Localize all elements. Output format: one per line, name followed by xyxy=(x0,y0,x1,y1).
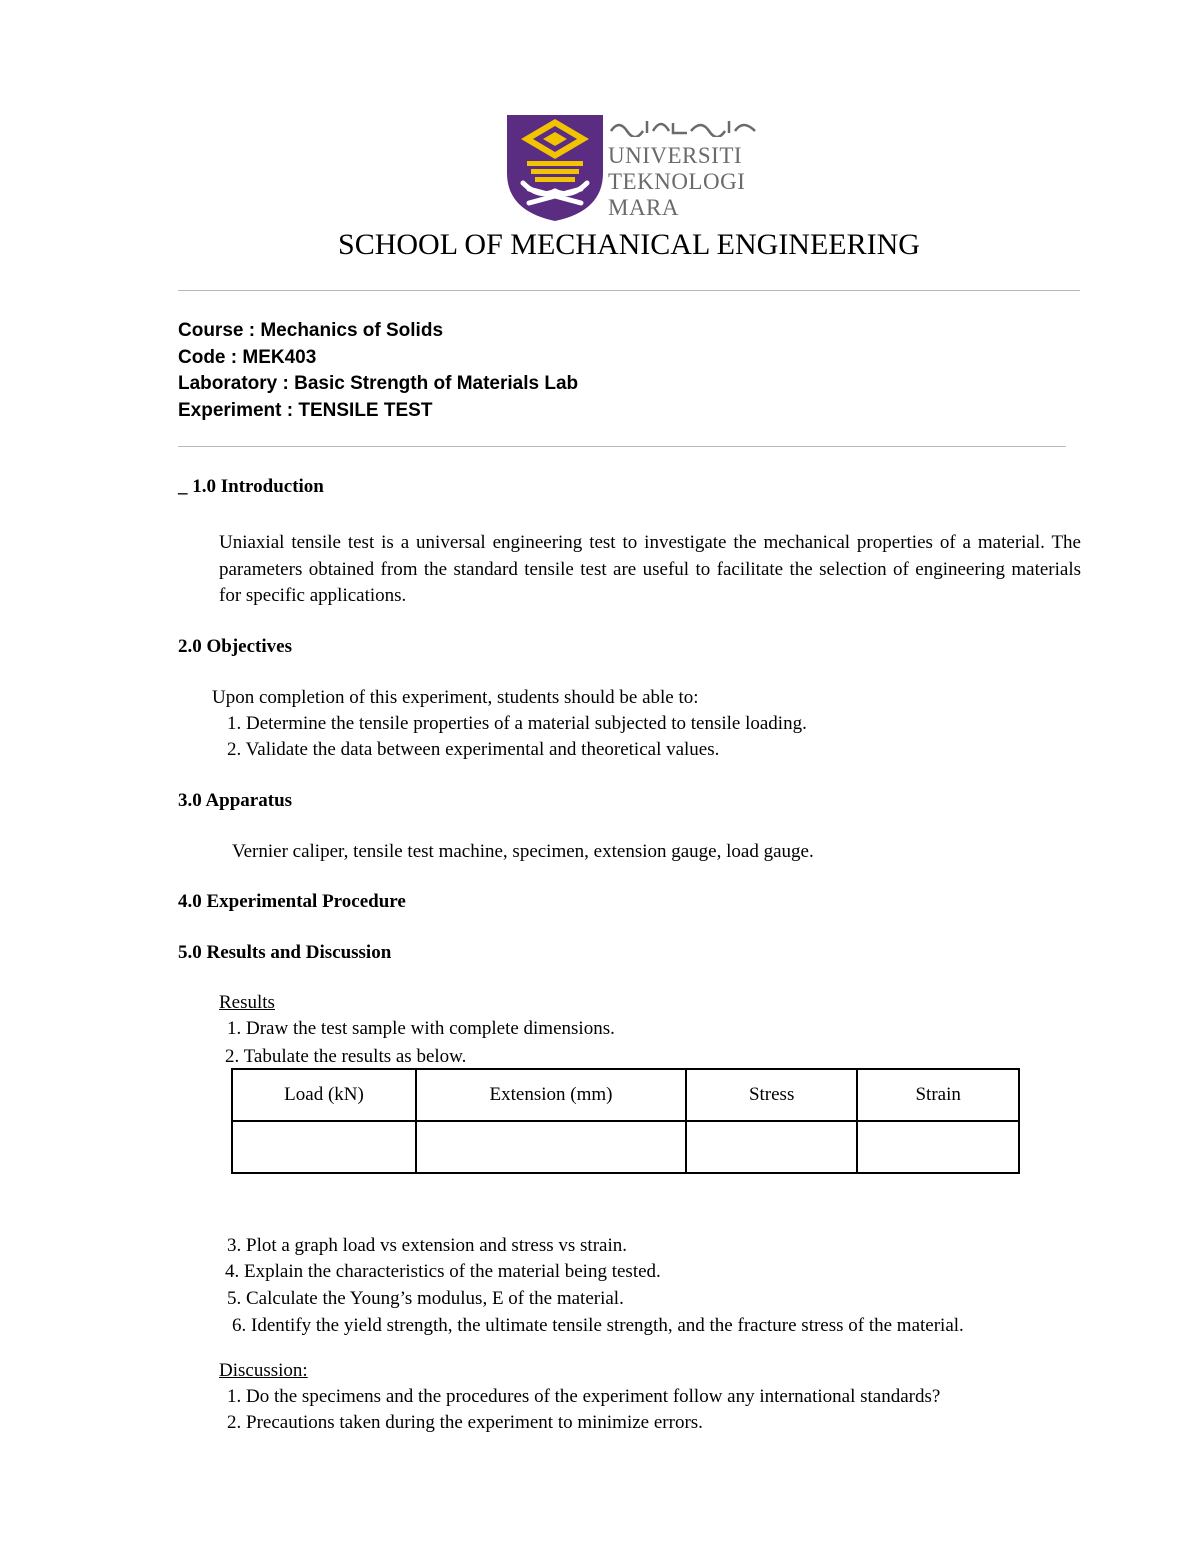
intro-paragraph: Uniaxial tensile test is a universal engineering test to investigate the mechanical properties of a material. The parameters obtained from the standard tensile test are useful to facilitate the selection of engineering materials for specific applications. xyxy=(219,532,1081,606)
experiment-row xyxy=(178,398,578,425)
university-name-line: MARA xyxy=(608,195,680,220)
apparatus-text: Vernier caliper, tensile test machine, specimen, extension gauge, load gauge. xyxy=(232,841,814,862)
list-item: 3. Plot a graph load vs extension and stress vs strain. xyxy=(227,1235,628,1256)
university-logo xyxy=(505,113,760,223)
experiment-label: Experiment : xyxy=(178,399,299,421)
jawi-script-logo xyxy=(609,115,757,137)
section-heading: _ 1.0 Introduction xyxy=(178,476,324,497)
code-value: MEK403 xyxy=(242,346,317,368)
divider xyxy=(178,290,1080,291)
course-row xyxy=(178,318,578,345)
course-value: Mechanics of Solids xyxy=(260,320,444,341)
lab-label: Laboratory : xyxy=(178,373,295,394)
divider xyxy=(178,446,1066,447)
course-label: Course : xyxy=(178,320,261,341)
list-item: 6. Identify the yield strength, the ultimate tensile strength, and the fracture stress of the material. xyxy=(232,1315,964,1336)
university-name-line: UNIVERSITI xyxy=(608,143,743,168)
table-header: Extension (mm) xyxy=(416,1069,686,1121)
code-row xyxy=(178,345,578,372)
table-cell[interactable] xyxy=(416,1121,686,1173)
lab-row xyxy=(178,371,578,398)
section-heading: 2.0 Objectives xyxy=(178,636,292,657)
section-heading: 5.0 Results and Discussion xyxy=(178,942,392,963)
list-item: 2. Validate the data between experimental and theoretical values. xyxy=(227,739,720,760)
lab-value: Basic Strength of Materials Lab xyxy=(294,373,579,394)
code-label: Code : xyxy=(178,346,243,368)
table-row xyxy=(232,1121,1019,1173)
list-item: 1. Do the specimens and the procedures of the experiment follow any international standards? xyxy=(227,1386,941,1407)
list-item: 5. Calculate the Young’s modulus, E of the material. xyxy=(227,1288,624,1309)
list-item: 1. Draw the test sample with complete dimensions. xyxy=(227,1018,615,1039)
table-cell[interactable] xyxy=(857,1121,1019,1173)
university-name xyxy=(608,143,745,221)
uitm-crest-icon xyxy=(505,113,605,223)
results-table xyxy=(231,1068,1020,1174)
list-item: 1. Determine the tensile properties of a material subjected to tensile loading. xyxy=(227,713,807,734)
list-item: 4. Explain the characteristics of the material being tested. xyxy=(225,1261,661,1282)
objectives-intro: Upon completion of this experiment, students should be able to: xyxy=(212,687,699,708)
table-header: Stress xyxy=(686,1069,857,1121)
section-heading: 3.0 Apparatus xyxy=(178,790,293,811)
table-header-row xyxy=(232,1069,1019,1121)
list-item: 2. Tabulate the results as below. xyxy=(225,1046,467,1067)
list-item: 2. Precautions taken during the experiment to minimize errors. xyxy=(227,1412,703,1433)
university-name-line: TEKNOLOGI xyxy=(608,169,746,194)
page-title: SCHOOL OF MECHANICAL ENGINEERING xyxy=(338,228,920,261)
table-cell[interactable] xyxy=(686,1121,857,1173)
table-header: Load (kN) xyxy=(232,1069,416,1121)
table-header: Strain xyxy=(857,1069,1019,1121)
experiment-value: TENSILE TEST xyxy=(298,399,433,421)
section-heading: 4.0 Experimental Procedure xyxy=(178,891,406,912)
discussion-label: Discussion: xyxy=(219,1360,308,1381)
results-label: Results xyxy=(219,992,275,1013)
course-info xyxy=(178,318,578,424)
table-cell[interactable] xyxy=(232,1121,416,1173)
